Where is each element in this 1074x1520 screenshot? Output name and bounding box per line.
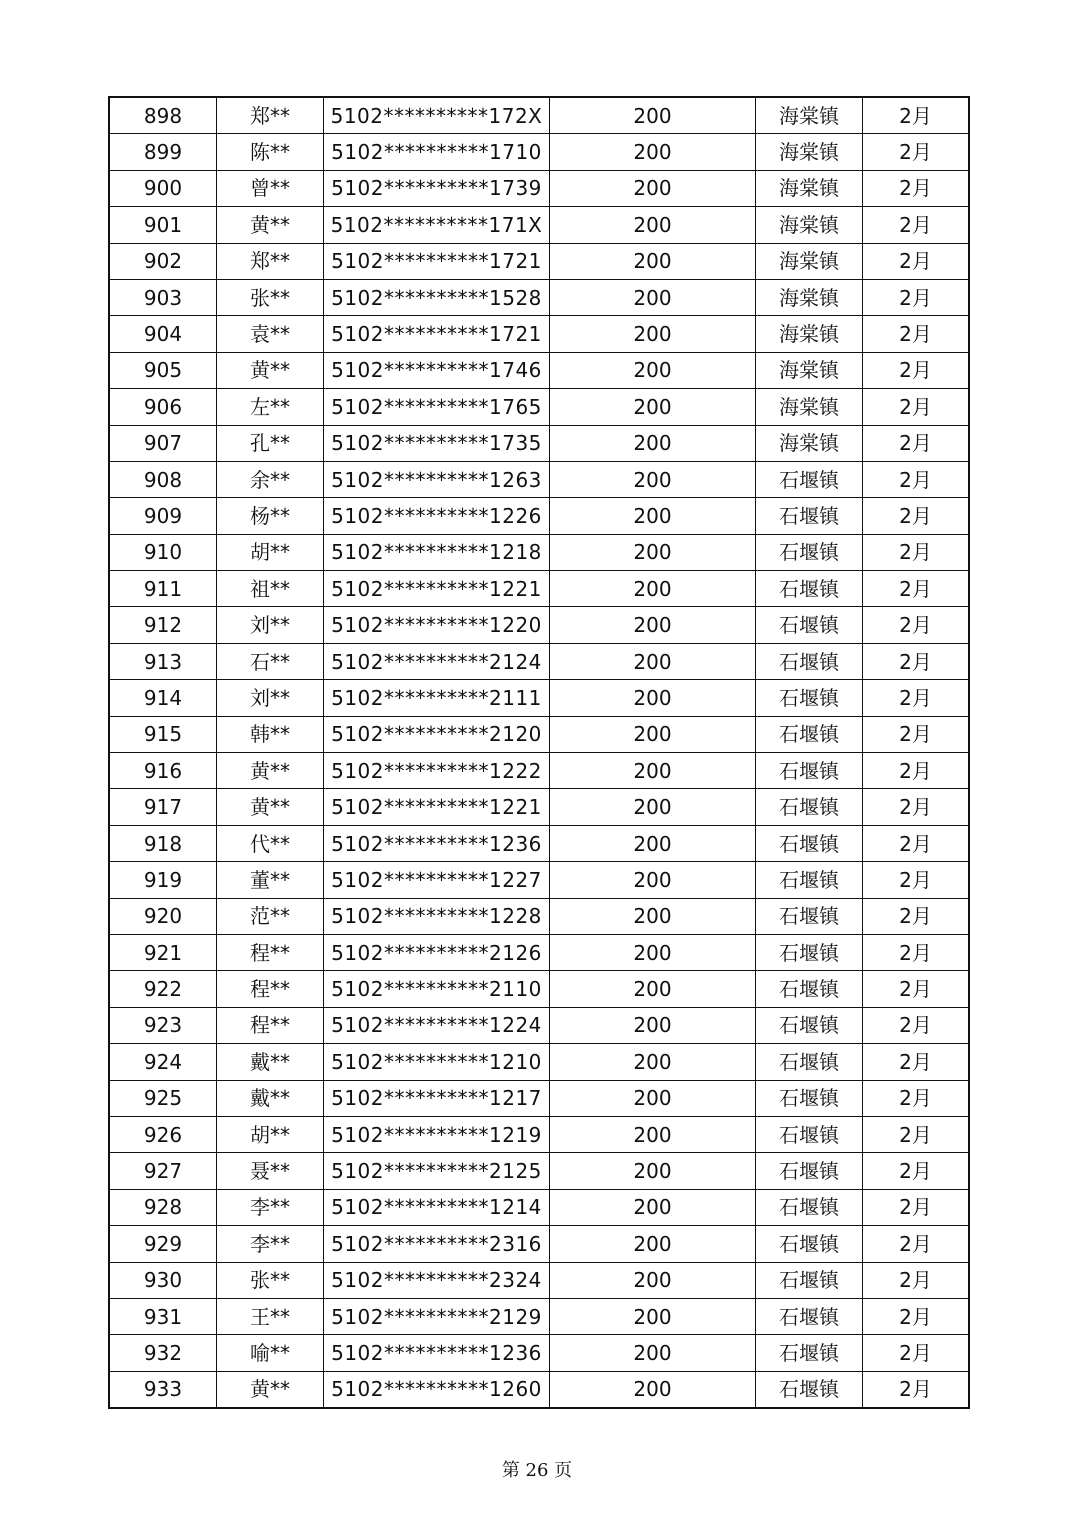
cell-amount: 200: [550, 461, 756, 497]
cell-town: 石堰镇: [756, 1153, 863, 1189]
cell-month: 2月: [863, 461, 970, 497]
cell-month: 2月: [863, 352, 970, 388]
cell-serial-number: 907: [109, 425, 217, 461]
cell-id-number: 5102**********172X: [324, 97, 550, 134]
cell-id-number: 5102**********1219: [324, 1116, 550, 1152]
cell-serial-number: 901: [109, 207, 217, 243]
cell-amount: 200: [550, 1262, 756, 1298]
cell-serial-number: 930: [109, 1262, 217, 1298]
table-row: [109, 352, 969, 388]
cell-id-number: 5102**********2124: [324, 643, 550, 679]
cell-amount: 200: [550, 352, 756, 388]
cell-serial-number: 912: [109, 607, 217, 643]
cell-serial-number: 932: [109, 1335, 217, 1371]
cell-name: 祖**: [217, 571, 324, 607]
table-row: [109, 1153, 969, 1189]
cell-id-number: 5102**********2129: [324, 1298, 550, 1334]
cell-amount: 200: [550, 934, 756, 970]
cell-id-number: 5102**********1228: [324, 898, 550, 934]
cell-id-number: 5102**********2110: [324, 971, 550, 1007]
cell-name: 左**: [217, 389, 324, 425]
cell-name: 杨**: [217, 498, 324, 534]
cell-serial-number: 900: [109, 170, 217, 206]
cell-name: 韩**: [217, 716, 324, 752]
cell-serial-number: 910: [109, 534, 217, 570]
cell-id-number: 5102**********2125: [324, 1153, 550, 1189]
cell-serial-number: 921: [109, 934, 217, 970]
table-row: [109, 1044, 969, 1080]
cell-amount: 200: [550, 207, 756, 243]
table-row: [109, 170, 969, 206]
cell-amount: 200: [550, 243, 756, 279]
table-row: [109, 498, 969, 534]
cell-town: 石堰镇: [756, 1116, 863, 1152]
table-row: [109, 389, 969, 425]
cell-month: 2月: [863, 1335, 970, 1371]
cell-amount: 200: [550, 1007, 756, 1043]
cell-month: 2月: [863, 607, 970, 643]
cell-name: 黄**: [217, 207, 324, 243]
cell-id-number: 5102**********1263: [324, 461, 550, 497]
table-row: [109, 825, 969, 861]
cell-month: 2月: [863, 753, 970, 789]
cell-amount: 200: [550, 971, 756, 1007]
cell-amount: 200: [550, 1298, 756, 1334]
cell-month: 2月: [863, 134, 970, 170]
cell-id-number: 5102**********1710: [324, 134, 550, 170]
cell-serial-number: 898: [109, 97, 217, 134]
cell-id-number: 5102**********1721: [324, 316, 550, 352]
cell-name: 黄**: [217, 789, 324, 825]
table-row: [109, 607, 969, 643]
cell-month: 2月: [863, 170, 970, 206]
cell-name: 袁**: [217, 316, 324, 352]
cell-id-number: 5102**********1746: [324, 352, 550, 388]
cell-id-number: 5102**********2120: [324, 716, 550, 752]
cell-town: 石堰镇: [756, 680, 863, 716]
cell-amount: 200: [550, 862, 756, 898]
table-row: [109, 243, 969, 279]
cell-id-number: 5102**********1222: [324, 753, 550, 789]
cell-month: 2月: [863, 1007, 970, 1043]
cell-serial-number: 928: [109, 1189, 217, 1225]
cell-serial-number: 922: [109, 971, 217, 1007]
table-row: [109, 643, 969, 679]
cell-month: 2月: [863, 498, 970, 534]
cell-serial-number: 903: [109, 279, 217, 315]
table-row: [109, 134, 969, 170]
cell-id-number: 5102**********1765: [324, 389, 550, 425]
cell-serial-number: 927: [109, 1153, 217, 1189]
cell-amount: 200: [550, 1153, 756, 1189]
cell-month: 2月: [863, 789, 970, 825]
cell-id-number: 5102**********2111: [324, 680, 550, 716]
table-row: [109, 1116, 969, 1152]
cell-town: 石堰镇: [756, 498, 863, 534]
cell-amount: 200: [550, 498, 756, 534]
cell-amount: 200: [550, 571, 756, 607]
cell-town: 石堰镇: [756, 862, 863, 898]
cell-month: 2月: [863, 243, 970, 279]
cell-serial-number: 913: [109, 643, 217, 679]
cell-month: 2月: [863, 1371, 970, 1408]
cell-name: 黄**: [217, 753, 324, 789]
cell-name: 喻**: [217, 1335, 324, 1371]
cell-name: 张**: [217, 1262, 324, 1298]
cell-amount: 200: [550, 753, 756, 789]
cell-amount: 200: [550, 716, 756, 752]
cell-town: 海棠镇: [756, 352, 863, 388]
table-row: [109, 789, 969, 825]
cell-month: 2月: [863, 680, 970, 716]
table-row: [109, 1262, 969, 1298]
cell-town: 石堰镇: [756, 934, 863, 970]
cell-serial-number: 911: [109, 571, 217, 607]
cell-amount: 200: [550, 534, 756, 570]
cell-town: 石堰镇: [756, 534, 863, 570]
cell-amount: 200: [550, 1189, 756, 1225]
cell-town: 海棠镇: [756, 279, 863, 315]
cell-amount: 200: [550, 1044, 756, 1080]
cell-month: 2月: [863, 97, 970, 134]
cell-town: 石堰镇: [756, 898, 863, 934]
cell-town: 石堰镇: [756, 1080, 863, 1116]
cell-town: 海棠镇: [756, 97, 863, 134]
cell-id-number: 5102**********1735: [324, 425, 550, 461]
cell-serial-number: 931: [109, 1298, 217, 1334]
cell-id-number: 5102**********1236: [324, 825, 550, 861]
cell-amount: 200: [550, 97, 756, 134]
cell-id-number: 5102**********1221: [324, 789, 550, 825]
cell-town: 石堰镇: [756, 461, 863, 497]
table-row: [109, 534, 969, 570]
table-row: [109, 680, 969, 716]
cell-serial-number: 933: [109, 1371, 217, 1408]
cell-month: 2月: [863, 825, 970, 861]
cell-town: 海棠镇: [756, 170, 863, 206]
cell-month: 2月: [863, 1153, 970, 1189]
cell-serial-number: 916: [109, 753, 217, 789]
cell-town: 石堰镇: [756, 716, 863, 752]
cell-serial-number: 915: [109, 716, 217, 752]
cell-name: 李**: [217, 1226, 324, 1262]
cell-id-number: 5102**********1260: [324, 1371, 550, 1408]
table-body: [109, 97, 969, 1408]
cell-name: 范**: [217, 898, 324, 934]
cell-month: 2月: [863, 862, 970, 898]
cell-name: 戴**: [217, 1080, 324, 1116]
cell-amount: 200: [550, 607, 756, 643]
cell-id-number: 5102**********2324: [324, 1262, 550, 1298]
cell-month: 2月: [863, 643, 970, 679]
cell-name: 代**: [217, 825, 324, 861]
cell-name: 陈**: [217, 134, 324, 170]
cell-serial-number: 902: [109, 243, 217, 279]
cell-name: 曾**: [217, 170, 324, 206]
cell-month: 2月: [863, 534, 970, 570]
cell-name: 刘**: [217, 680, 324, 716]
cell-town: 海棠镇: [756, 316, 863, 352]
table-row: [109, 1080, 969, 1116]
cell-town: 石堰镇: [756, 643, 863, 679]
cell-town: 海棠镇: [756, 425, 863, 461]
cell-month: 2月: [863, 934, 970, 970]
cell-amount: 200: [550, 316, 756, 352]
cell-id-number: 5102**********1227: [324, 862, 550, 898]
table-row: [109, 934, 969, 970]
cell-id-number: 5102**********1220: [324, 607, 550, 643]
cell-month: 2月: [863, 316, 970, 352]
cell-month: 2月: [863, 279, 970, 315]
cell-serial-number: 914: [109, 680, 217, 716]
cell-month: 2月: [863, 716, 970, 752]
cell-name: 胡**: [217, 534, 324, 570]
table-row: [109, 207, 969, 243]
table-row: [109, 1007, 969, 1043]
cell-amount: 200: [550, 1116, 756, 1152]
cell-name: 张**: [217, 279, 324, 315]
cell-serial-number: 923: [109, 1007, 217, 1043]
cell-serial-number: 899: [109, 134, 217, 170]
cell-town: 海棠镇: [756, 389, 863, 425]
cell-name: 董**: [217, 862, 324, 898]
cell-serial-number: 906: [109, 389, 217, 425]
beneficiary-table: [108, 96, 970, 1409]
cell-town: 石堰镇: [756, 607, 863, 643]
cell-id-number: 5102**********2126: [324, 934, 550, 970]
cell-id-number: 5102**********1214: [324, 1189, 550, 1225]
cell-amount: 200: [550, 134, 756, 170]
table-row: [109, 1226, 969, 1262]
cell-name: 余**: [217, 461, 324, 497]
cell-serial-number: 925: [109, 1080, 217, 1116]
cell-town: 石堰镇: [756, 753, 863, 789]
cell-town: 石堰镇: [756, 1226, 863, 1262]
cell-town: 石堰镇: [756, 1298, 863, 1334]
cell-town: 石堰镇: [756, 1189, 863, 1225]
cell-amount: 200: [550, 825, 756, 861]
cell-month: 2月: [863, 971, 970, 1007]
cell-month: 2月: [863, 1116, 970, 1152]
cell-id-number: 5102**********1528: [324, 279, 550, 315]
cell-month: 2月: [863, 1080, 970, 1116]
cell-id-number: 5102**********1224: [324, 1007, 550, 1043]
cell-month: 2月: [863, 1262, 970, 1298]
cell-name: 程**: [217, 934, 324, 970]
cell-amount: 200: [550, 389, 756, 425]
cell-town: 海棠镇: [756, 243, 863, 279]
cell-name: 王**: [217, 1298, 324, 1334]
cell-town: 石堰镇: [756, 1007, 863, 1043]
cell-id-number: 5102**********1217: [324, 1080, 550, 1116]
table-row: [109, 1335, 969, 1371]
cell-id-number: 5102**********1221: [324, 571, 550, 607]
cell-name: 程**: [217, 971, 324, 1007]
cell-serial-number: 929: [109, 1226, 217, 1262]
cell-name: 郑**: [217, 243, 324, 279]
cell-name: 黄**: [217, 1371, 324, 1408]
cell-amount: 200: [550, 1226, 756, 1262]
cell-amount: 200: [550, 425, 756, 461]
cell-serial-number: 909: [109, 498, 217, 534]
cell-serial-number: 926: [109, 1116, 217, 1152]
table-row: [109, 971, 969, 1007]
cell-name: 程**: [217, 1007, 324, 1043]
cell-name: 聂**: [217, 1153, 324, 1189]
cell-month: 2月: [863, 571, 970, 607]
cell-month: 2月: [863, 898, 970, 934]
table-row: [109, 898, 969, 934]
page-number: 第 26 页: [501, 1460, 573, 1481]
table-row: [109, 461, 969, 497]
cell-id-number: 5102**********171X: [324, 207, 550, 243]
cell-amount: 200: [550, 1080, 756, 1116]
cell-town: 海棠镇: [756, 207, 863, 243]
table-row: [109, 1371, 969, 1408]
cell-amount: 200: [550, 680, 756, 716]
cell-amount: 200: [550, 789, 756, 825]
table-row: [109, 316, 969, 352]
cell-name: 孔**: [217, 425, 324, 461]
cell-town: 石堰镇: [756, 789, 863, 825]
cell-town: 石堰镇: [756, 1044, 863, 1080]
cell-month: 2月: [863, 1044, 970, 1080]
cell-amount: 200: [550, 643, 756, 679]
table-row: [109, 279, 969, 315]
cell-amount: 200: [550, 170, 756, 206]
table-row: [109, 1189, 969, 1225]
table-row: [109, 571, 969, 607]
cell-amount: 200: [550, 279, 756, 315]
cell-id-number: 5102**********1236: [324, 1335, 550, 1371]
cell-town: 石堰镇: [756, 825, 863, 861]
cell-serial-number: 917: [109, 789, 217, 825]
cell-id-number: 5102**********2316: [324, 1226, 550, 1262]
cell-serial-number: 919: [109, 862, 217, 898]
table-row: [109, 1298, 969, 1334]
cell-amount: 200: [550, 1371, 756, 1408]
cell-serial-number: 904: [109, 316, 217, 352]
table-row: [109, 862, 969, 898]
cell-name: 石**: [217, 643, 324, 679]
cell-amount: 200: [550, 898, 756, 934]
cell-month: 2月: [863, 207, 970, 243]
cell-serial-number: 924: [109, 1044, 217, 1080]
cell-town: 石堰镇: [756, 571, 863, 607]
cell-name: 胡**: [217, 1116, 324, 1152]
cell-town: 石堰镇: [756, 1262, 863, 1298]
cell-town: 石堰镇: [756, 1335, 863, 1371]
cell-town: 石堰镇: [756, 971, 863, 1007]
cell-id-number: 5102**********1218: [324, 534, 550, 570]
cell-month: 2月: [863, 389, 970, 425]
cell-serial-number: 920: [109, 898, 217, 934]
cell-town: 海棠镇: [756, 134, 863, 170]
cell-id-number: 5102**********1739: [324, 170, 550, 206]
cell-town: 石堰镇: [756, 1371, 863, 1408]
table-row: [109, 753, 969, 789]
cell-id-number: 5102**********1721: [324, 243, 550, 279]
cell-month: 2月: [863, 1226, 970, 1262]
cell-name: 李**: [217, 1189, 324, 1225]
cell-month: 2月: [863, 1298, 970, 1334]
cell-name: 郑**: [217, 97, 324, 134]
cell-id-number: 5102**********1226: [324, 498, 550, 534]
cell-serial-number: 905: [109, 352, 217, 388]
table-row: [109, 425, 969, 461]
cell-id-number: 5102**********1210: [324, 1044, 550, 1080]
cell-name: 刘**: [217, 607, 324, 643]
cell-amount: 200: [550, 1335, 756, 1371]
cell-month: 2月: [863, 1189, 970, 1225]
table-row: [109, 716, 969, 752]
cell-month: 2月: [863, 425, 970, 461]
cell-serial-number: 908: [109, 461, 217, 497]
cell-name: 黄**: [217, 352, 324, 388]
cell-name: 戴**: [217, 1044, 324, 1080]
cell-serial-number: 918: [109, 825, 217, 861]
table-row: [109, 97, 969, 134]
